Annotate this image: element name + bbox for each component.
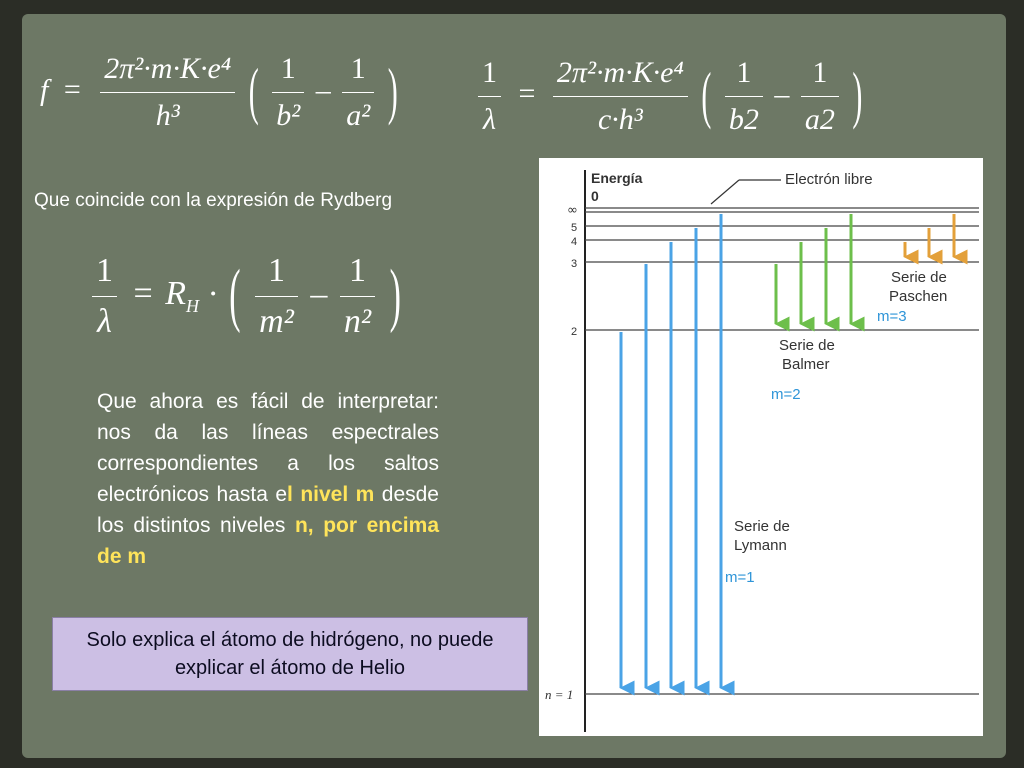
dot: ·: [207, 275, 219, 313]
paschen-label-line1: Serie de: [891, 269, 947, 286]
equals-sign: =: [133, 275, 153, 313]
symbol-f: f: [40, 73, 49, 107]
minus-sign: –: [774, 77, 790, 111]
level-label-3: 3: [571, 258, 578, 270]
formula-frequency: f = $\frac{\text{2π²·m·K·e⁴}}{\text{h³}}$ ( $\frac{1}{\text{b²}}$ – $\frac{1}{\text{a²}}$ ): [40, 52, 398, 132]
fraction-1-over-a2: $\frac{1}{\text{a²}}$: [342, 52, 374, 133]
energy-axis-label: Energía: [591, 170, 643, 186]
fraction-1-over-b2: $\frac{1}{\text{b²}}$: [272, 52, 304, 133]
note-box: Solo explica el átomo de hidrógeno, no puede explicar el átomo de Helio: [52, 617, 528, 691]
explanation-paragraph: Que ahora es fácil de interpretar: nos da las líneas espectrales correspondientes a los saltos electrónicos hasta el nivel m desde los distintos niveles n, por encima de m: [97, 390, 439, 568]
energy-level-diagram: [539, 158, 983, 736]
formula-rydberg: $\frac{1}{\lambda}$ = $R_H$ · ( $\frac{1}{\text{m²}}$ – $\frac{1}{\text{n²}}$ ): [88, 252, 403, 341]
paschen-m-label: m=3: [877, 308, 907, 325]
level-label-4: 4: [571, 236, 578, 248]
level-label-2: 2: [571, 326, 578, 338]
balmer-label-line1: Serie de: [779, 337, 835, 354]
free-electron-pointer-diag: [711, 180, 739, 204]
energy-zero-label: 0: [591, 188, 599, 204]
highlight-level-m: l nivel m: [287, 483, 375, 506]
fraction-1-over-lambda: $\frac{1}{\lambda}$: [92, 252, 117, 341]
energy-diagram-svg: [539, 158, 983, 736]
minus-sign: –: [315, 73, 331, 107]
balmer-label-line2: Balmer: [782, 356, 830, 373]
equals-sign: =: [63, 73, 81, 107]
formula-wavelength: $\frac{1}{\lambda}$ = $\frac{\text{2π²·m·K·e⁴}}{\text{c·h³}}$ ( $\frac{1}{b2}$ – $\frac{1}{a2}$ ): [474, 56, 864, 137]
fraction-constants: [100, 52, 235, 133]
rydberg-constant: $R_H$: [165, 275, 199, 317]
equals-sign: =: [518, 77, 536, 111]
paschen-label-line2: Paschen: [889, 288, 948, 305]
rydberg-caption: Que coincide con la expresión de Rydberg: [34, 190, 393, 211]
numerator: 2π²·m·K·e⁴: [104, 52, 232, 85]
fraction-1-over-b2: $\frac{1}{b2}$: [725, 56, 763, 137]
fraction-1-over-lambda: $\frac{1}{\lambda}$: [478, 56, 501, 137]
free-electron-label: Electrón libre: [785, 171, 873, 188]
lyman-label-line2: Lymann: [734, 537, 787, 554]
level-label-infinity: ∞: [567, 203, 578, 218]
denominator: h³: [155, 99, 180, 132]
lyman-m-label: m=1: [725, 569, 755, 586]
fraction-1-over-n2: $\frac{1}{\text{n²}}$: [340, 252, 375, 341]
fraction-constants: $\frac{\text{2π²·m·K·e⁴}}{\text{c·h³}}$: [553, 56, 688, 137]
minus-sign: –: [310, 275, 328, 313]
fraction-1-over-m2: $\frac{1}{\text{m²}}$: [255, 252, 298, 341]
lyman-label-line1: Serie de: [734, 518, 790, 535]
level-label-5: 5: [571, 222, 578, 234]
fraction-1-over-a2: $\frac{1}{a2}$: [801, 56, 839, 137]
level-label-1: n = 1: [545, 687, 574, 702]
highlight-levels-n: n, por encima de m: [97, 514, 439, 568]
balmer-m-label: m=2: [771, 386, 801, 403]
